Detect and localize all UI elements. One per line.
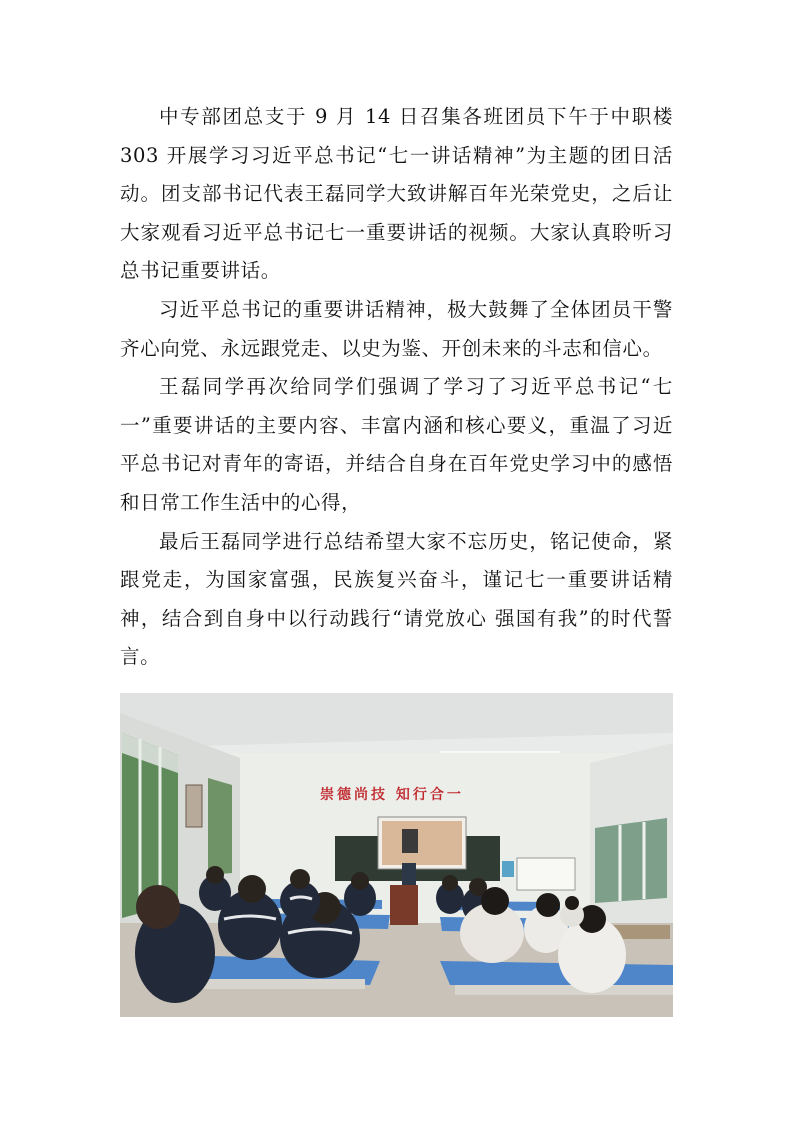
classroom-photo: [120, 693, 673, 1017]
paragraph-4: 最后王磊同学进行总结希望大家不忘历史，铭记使命，紧跟党走，为国家富强，民族复兴奋斗，谨记七一重要讲话精神，结合到自身中以行动践行“请党放心 强国有我”的时代誓言。: [120, 529, 673, 669]
paragraph-2: 习近平总书记的重要讲话精神，极大鼓舞了全体团员干警齐心向党、永远跟党走、以史为鉴、开创未来的斗志和信心。: [120, 297, 673, 360]
body-text: [120, 98, 673, 677]
paragraph-1: 中专部团总支于 9 月 14 日召集各班团员下午于中职楼 303 开展学习习近平总书记“七一讲话精神”为主题的团日活动。团支部书记代表王磊同学大致讲解百年光荣党史，之后让大家观看习近平总书记七一重要讲话的视频。大家认真聆听习总书记重要讲话。: [120, 105, 673, 283]
wall-slogan: 崇德尚技 知行合一: [320, 787, 464, 803]
paragraph-3: 王磊同学再次给同学们强调了学习了习近平总书记“七一”重要讲话的主要内容、丰富内涵和核心要义，重温了习近平总书记对青年的寄语，并结合自身在百年党史学习中的感悟和日常工作生活中的心得，: [120, 375, 673, 514]
